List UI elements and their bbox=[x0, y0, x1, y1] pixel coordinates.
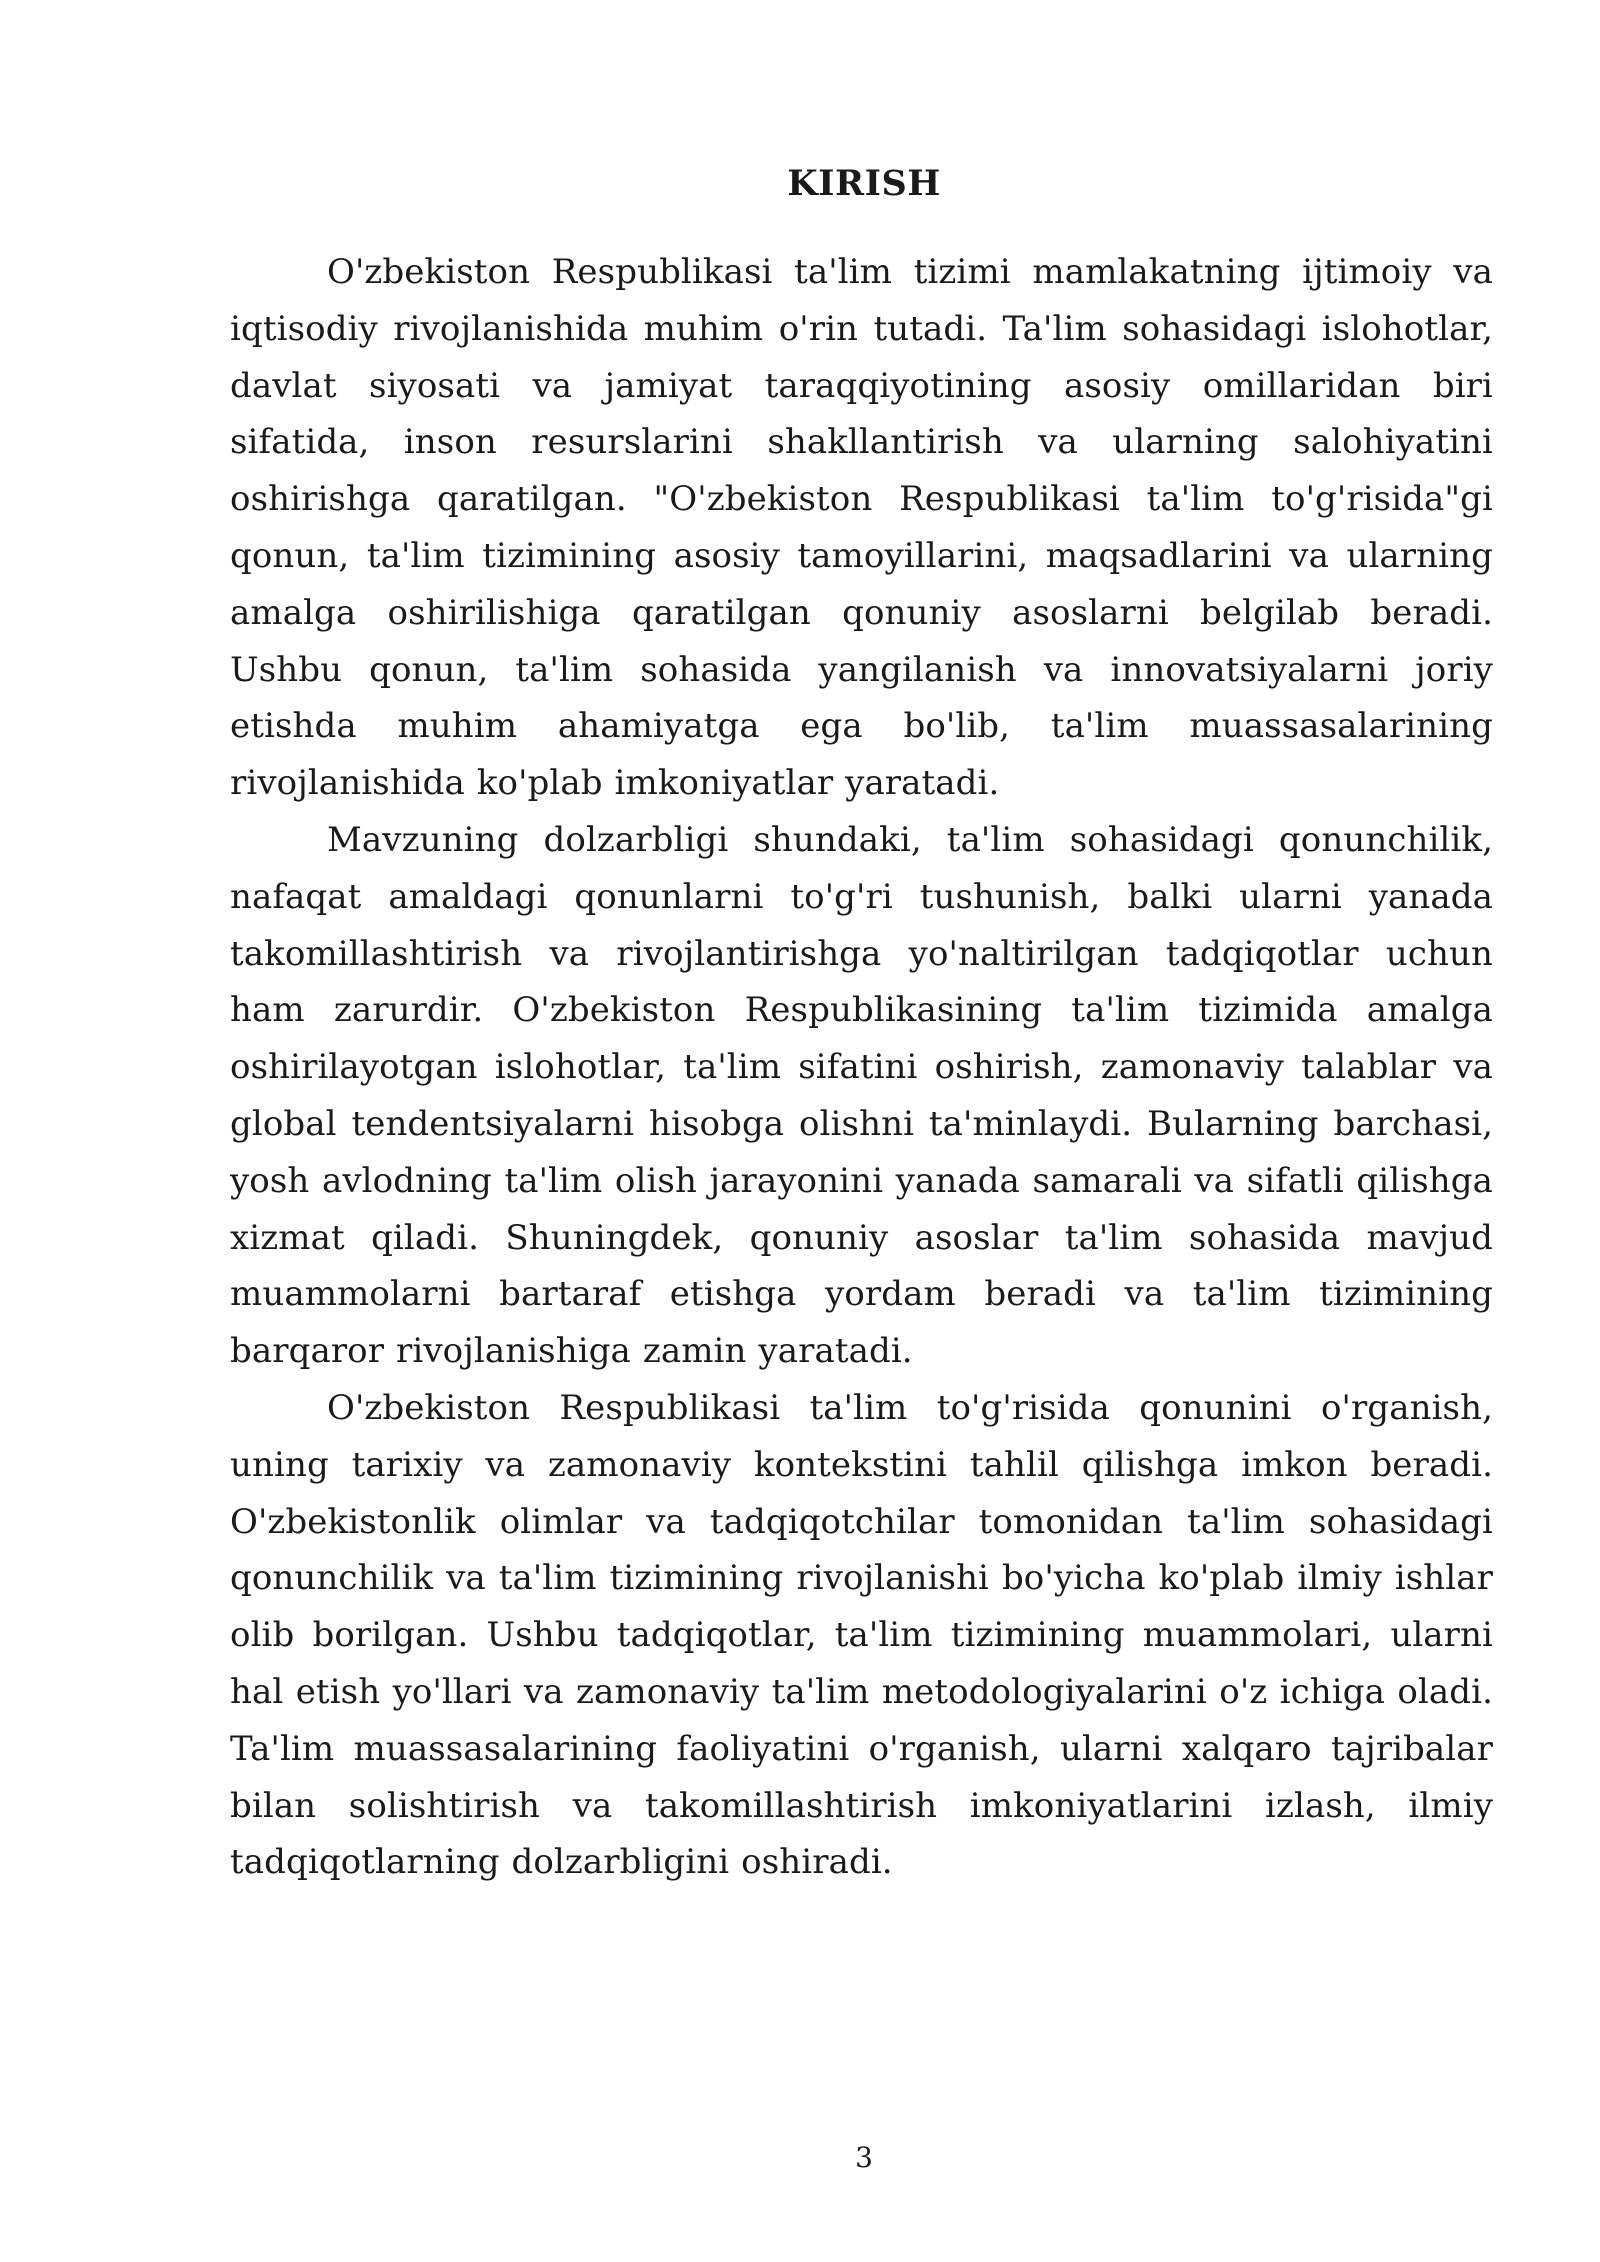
page-number: 3 bbox=[855, 2141, 873, 2174]
section-heading: KIRISH bbox=[787, 163, 941, 204]
paragraph-intro: O'zbekiston Respublikasi ta'lim tizimi mamlakatning ijtimoiy va iqtisodiy rivojlanishida muhim o'rin tutadi. Ta'lim sohasidagi islohotlar, davlat siyosati va jamiyat taraqqiyotining asosiy omillaridan biri sifatida, inson resurslarini shakllantirish va ularning salohiyatini oshirishga qaratilgan. "O'zbekiston Respublikasi ta'lim to'g'risida"gi qonun, ta'lim tizimining asosiy tamoyillarini, maqsadlarini va ularning amalga oshirilishiga qaratilgan qonuniy asoslarni belgilab beradi. Ushbu qonun, ta'lim sohasida yangilanish va innovatsiyalarni joriy etishda muhim ahamiyatga ega bo'lib, ta'lim muassasalarining rivojlanishida ko'plab imkoniyatlar yaratadi. bbox=[230, 252, 1493, 804]
body-text bbox=[230, 244, 1493, 1891]
paragraph-research: O'zbekiston Respublikasi ta'lim to'g'risida qonunini o'rganish, uning tarixiy va zamonaviy kontekstini tahlil qilishga imkon beradi. O'zbekistonlik olimlar va tadqiqotchilar tomonidan ta'lim sohasidagi qonunchilik va ta'lim tizimining rivojlanishi bo'yicha ko'plab ilmiy ishlar olib borilgan. Ushbu tadqiqotlar, ta'lim tizimining muammolari, ularni hal etish yo'llari va zamonaviy ta'lim metodologiyalarini o'z ichiga oladi. Ta'lim muassasalarining faoliyatini o'rganish, ularni xalqaro tajribalar bilan solishtirish va takomillashtirish imkoniyatlarini izlash, ilmiy tadqiqotlarning dolzarbligini oshiradi. bbox=[230, 1387, 1493, 1883]
paragraph-relevance: Mavzuning dolzarbligi shundaki, ta'lim sohasidagi qonunchilik, nafaqat amaldagi qonunlarni to'g'ri tushunish, balki ularni yanada takomillashtirish va rivojlantirishga yo'naltirilgan tadqiqotlar uchun ham zarurdir. O'zbekiston Respublikasining ta'lim tizimida amalga oshirilayotgan islohotlar, ta'lim sifatini oshirish, zamonaviy talablar va global tendentsiyalarni hisobga olishni ta'minlaydi. Bularning barchasi, yosh avlodning ta'lim olish jarayonini yanada samarali va sifatli qilishga xizmat qiladi. Shuningdek, qonuniy asoslar ta'lim sohasida mavjud muammolarni bartaraf etishga yordam beradi va ta'lim tizimining barqaror rivojlanishiga zamin yaratadi. bbox=[230, 819, 1493, 1372]
